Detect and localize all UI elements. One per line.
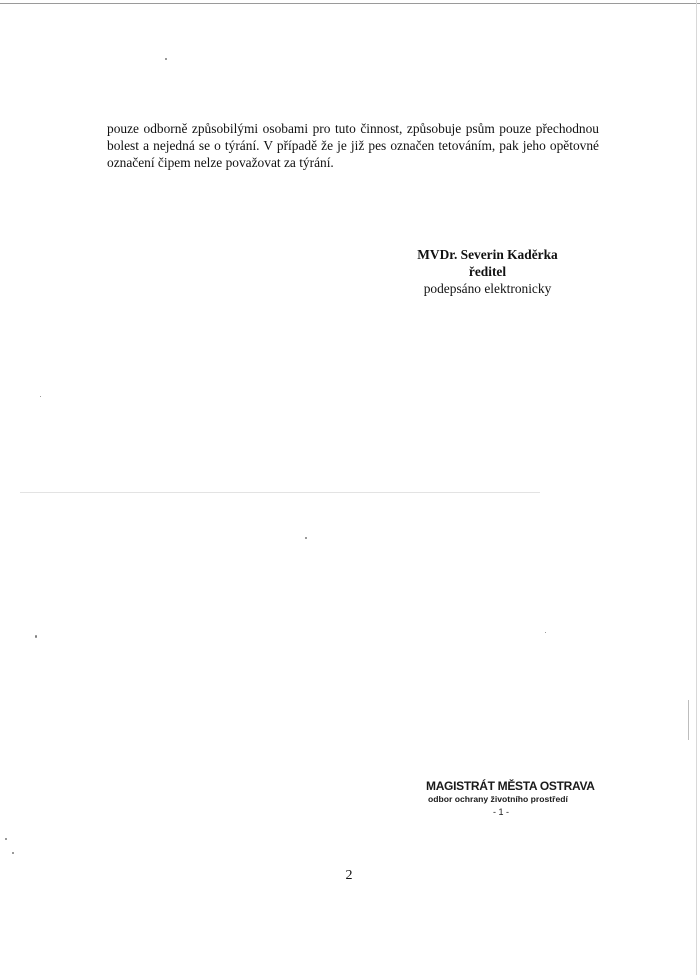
scan-speck — [545, 632, 546, 633]
office-stamp — [410, 779, 600, 817]
scan-speck — [305, 537, 307, 539]
signatory-role: ředitel — [468, 264, 507, 279]
page-number: 2 — [345, 868, 353, 883]
body-line: bolest a nejedná se o týrání. V případě že je již pes označen tetováním, pak jeho opětovné — [107, 138, 599, 153]
signature-note: podepsáno elektronicky — [423, 281, 552, 296]
scan-right-border — [696, 0, 697, 975]
scan-top-border — [0, 3, 700, 4]
stamp-department: odbor ochrany životního prostředí — [428, 794, 568, 804]
signatory-name: MVDr. Severin Kaděrka — [417, 247, 558, 262]
scan-speck — [165, 58, 167, 60]
scan-speck — [12, 852, 14, 854]
scan-speck — [35, 635, 37, 638]
signature-block — [400, 246, 575, 297]
stamp-number: - 1 - — [493, 807, 510, 817]
scan-speck — [5, 838, 7, 840]
stamp-title: MAGISTRÁT MĚSTA OSTRAVA — [426, 779, 595, 793]
body-line: pouze odborně způsobilými osobami pro tuto činnost, způsobuje psům pouze přechodnou — [107, 121, 599, 136]
scan-artifact-line — [20, 492, 540, 493]
scan-speck — [40, 396, 41, 397]
scan-speck — [688, 700, 689, 740]
body-paragraph — [107, 120, 599, 171]
body-line: označení čipem nelze považovat za týrání. — [107, 155, 334, 170]
